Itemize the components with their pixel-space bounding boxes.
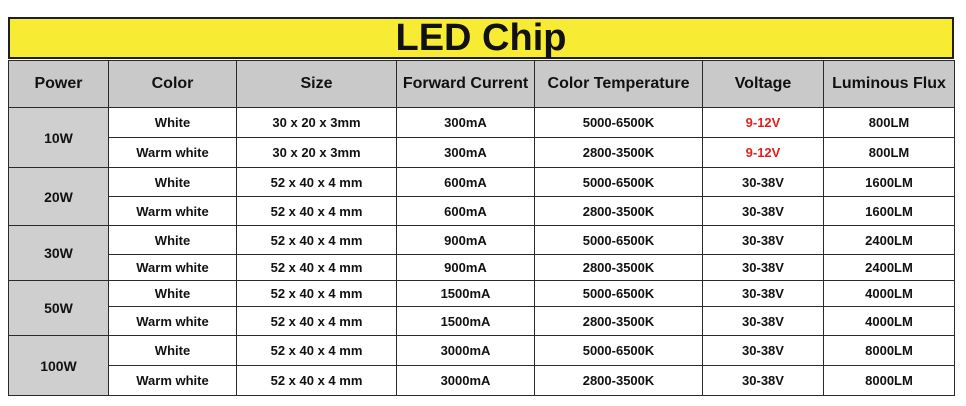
voltage-cell: 30-38V [703, 366, 824, 396]
forward-current-cell: 1500mA [397, 307, 535, 336]
size-cell: 30 x 20 x 3mm [237, 138, 397, 168]
color-cell: White [109, 336, 237, 366]
size-cell: 30 x 20 x 3mm [237, 108, 397, 138]
voltage-cell: 9-12V [703, 108, 824, 138]
power-cell: 20W [9, 168, 109, 226]
forward-current-cell: 600mA [397, 168, 535, 197]
led-spec-table [8, 60, 955, 396]
color-cell: White [109, 108, 237, 138]
voltage-cell: 30-38V [703, 307, 824, 336]
forward-current-cell: 600mA [397, 197, 535, 226]
color-temperature-cell: 2800-3500K [535, 366, 703, 396]
color-cell: Warm white [109, 366, 237, 396]
color-cell: White [109, 281, 237, 307]
table-row [9, 108, 955, 138]
voltage-cell: 30-38V [703, 168, 824, 197]
header-row [9, 61, 955, 108]
table-row [9, 197, 955, 226]
header-forward-current: Forward Current [397, 61, 535, 108]
luminous-flux-cell: 2400LM [824, 255, 955, 281]
table-body [9, 108, 955, 396]
header-color-temperature: Color Temperature [535, 61, 703, 108]
color-cell: Warm white [109, 197, 237, 226]
size-cell: 52 x 40 x 4 mm [237, 307, 397, 336]
luminous-flux-cell: 4000LM [824, 281, 955, 307]
color-cell: Warm white [109, 138, 237, 168]
luminous-flux-cell: 4000LM [824, 307, 955, 336]
voltage-cell: 9-12V [703, 138, 824, 168]
forward-current-cell: 3000mA [397, 366, 535, 396]
header-color: Color [109, 61, 237, 108]
forward-current-cell: 300mA [397, 108, 535, 138]
luminous-flux-cell: 1600LM [824, 168, 955, 197]
color-cell: Warm white [109, 255, 237, 281]
color-cell: White [109, 168, 237, 197]
color-temperature-cell: 5000-6500K [535, 336, 703, 366]
size-cell: 52 x 40 x 4 mm [237, 336, 397, 366]
size-cell: 52 x 40 x 4 mm [237, 197, 397, 226]
voltage-cell: 30-38V [703, 281, 824, 307]
color-temperature-cell: 2800-3500K [535, 255, 703, 281]
title-banner [8, 17, 954, 59]
forward-current-cell: 1500mA [397, 281, 535, 307]
luminous-flux-cell: 8000LM [824, 366, 955, 396]
table-row [9, 366, 955, 396]
voltage-cell: 30-38V [703, 336, 824, 366]
size-cell: 52 x 40 x 4 mm [237, 281, 397, 307]
power-cell: 100W [9, 336, 109, 396]
page-title: LED Chip [395, 17, 567, 59]
power-cell: 30W [9, 226, 109, 281]
power-cell: 50W [9, 281, 109, 336]
table-row [9, 281, 955, 307]
table-row [9, 168, 955, 197]
color-temperature-cell: 5000-6500K [535, 281, 703, 307]
table-row [9, 138, 955, 168]
luminous-flux-cell: 2400LM [824, 226, 955, 255]
header-power: Power [9, 61, 109, 108]
header-size: Size [237, 61, 397, 108]
forward-current-cell: 900mA [397, 226, 535, 255]
luminous-flux-cell: 8000LM [824, 336, 955, 366]
color-temperature-cell: 5000-6500K [535, 168, 703, 197]
luminous-flux-cell: 1600LM [824, 197, 955, 226]
size-cell: 52 x 40 x 4 mm [237, 366, 397, 396]
voltage-cell: 30-38V [703, 255, 824, 281]
size-cell: 52 x 40 x 4 mm [237, 168, 397, 197]
color-cell: White [109, 226, 237, 255]
power-cell: 10W [9, 108, 109, 168]
table-row [9, 226, 955, 255]
color-cell: Warm white [109, 307, 237, 336]
size-cell: 52 x 40 x 4 mm [237, 226, 397, 255]
table-row [9, 307, 955, 336]
luminous-flux-cell: 800LM [824, 138, 955, 168]
forward-current-cell: 300mA [397, 138, 535, 168]
forward-current-cell: 3000mA [397, 336, 535, 366]
color-temperature-cell: 5000-6500K [535, 226, 703, 255]
forward-current-cell: 900mA [397, 255, 535, 281]
header-voltage: Voltage [703, 61, 824, 108]
voltage-cell: 30-38V [703, 197, 824, 226]
table-row [9, 255, 955, 281]
color-temperature-cell: 2800-3500K [535, 307, 703, 336]
size-cell: 52 x 40 x 4 mm [237, 255, 397, 281]
color-temperature-cell: 2800-3500K [535, 138, 703, 168]
color-temperature-cell: 2800-3500K [535, 197, 703, 226]
voltage-cell: 30-38V [703, 226, 824, 255]
table-row [9, 336, 955, 366]
header-luminous-flux: Luminous Flux [824, 61, 955, 108]
luminous-flux-cell: 800LM [824, 108, 955, 138]
color-temperature-cell: 5000-6500K [535, 108, 703, 138]
